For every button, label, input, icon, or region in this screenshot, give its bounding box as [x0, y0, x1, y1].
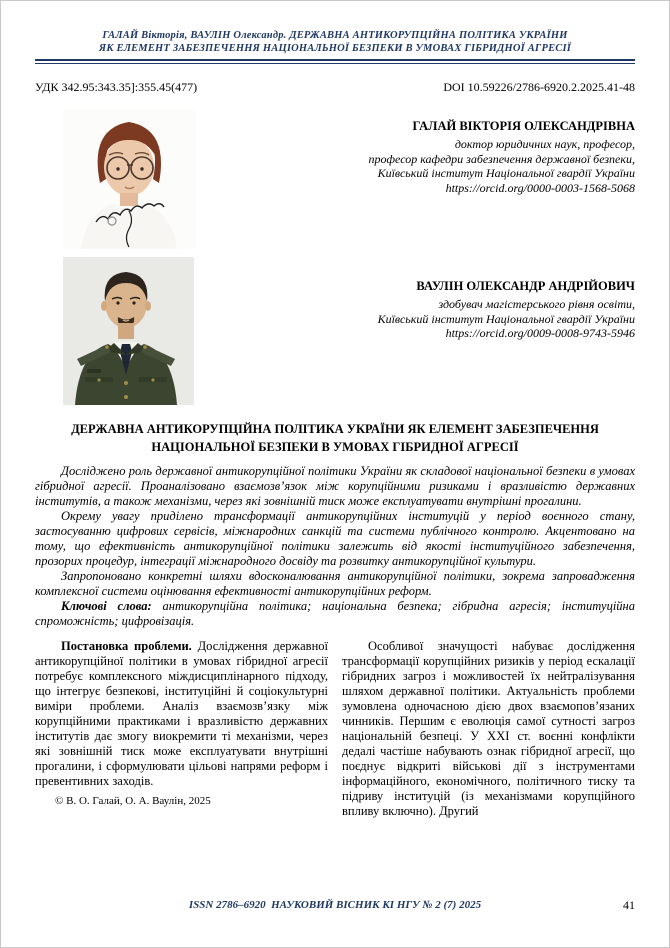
meta-row [35, 80, 635, 95]
author-2-photo [63, 257, 194, 405]
running-head-line-2: ЯК ЕЛЕМЕНТ ЗАБЕЗПЕЧЕННЯ НАЦІОНАЛЬНОЇ БЕЗПЕКИ В УМОВАХ ГІБРИДНОЇ АГРЕСІЇ [98, 43, 572, 54]
udc-code: УДК 342.95:343.35]:355.45(477) [35, 80, 198, 94]
running-head [35, 29, 635, 55]
author-block-1 [35, 109, 635, 249]
author-2-orcid-link[interactable]: https://orcid.org/0009-0008-9743-5946 [445, 326, 635, 340]
page-footer [35, 898, 635, 913]
author-1-degree: доктор юридичних наук, професор, [454, 137, 635, 151]
author-2-degree: здобувач магістерського рівня освіти, [438, 297, 635, 311]
abstract-paragraph-3: Запропоновано конкретні шляхи вдосконалювання антикорупційної політики, зокрема запровадження комплексної системи оцінювання ефективності антикорупційних реформ. [35, 569, 635, 598]
left-column [35, 639, 328, 819]
author-1-info [196, 109, 635, 195]
portrait-woman-image [63, 109, 196, 249]
right-column [342, 639, 635, 819]
header-double-rule [35, 59, 635, 64]
author-1-affiliation: Київський інститут Національної гвардії України [377, 166, 635, 180]
left-column-paragraph [35, 639, 328, 789]
author-1-name: ГАЛАЙ ВІКТОРІЯ ОЛЕКСАНДРІВНА [412, 119, 635, 133]
abstract [35, 464, 635, 629]
article-title-line-1: ДЕРЖАВНА АНТИКОРУПЦІЙНА ПОЛІТИКА УКРАЇНИ ЯК ЕЛЕМЕНТ ЗАБЕЗПЕЧЕННЯ [71, 422, 599, 436]
author-1-position: професор кафедри забезпечення державної безпеки, [368, 151, 635, 166]
page-number: 41 [623, 898, 635, 912]
abstract-paragraph-1: Досліджено роль державної антикорупційної політики України як складової національної безпеки в умовах гібридної агресії. Проаналізовано взаємозв’язок між корупційними ризиками і вразливістю державних інститутів, а також механізми, через які зовнішній тиск може експлуатувати внутрішні прогалини. [35, 464, 635, 508]
article-title-line-2: НАЦІОНАЛЬНОЇ БЕЗПЕКИ В УМОВАХ ГІБРИДНОЇ АГРЕСІЇ [151, 440, 519, 454]
author-2-info [194, 257, 635, 341]
right-column-paragraph: Особливої значущості набуває дослідження трансформації корупційних ризиків у період ескалації гібридних загроз і можливостей їх нейтралізування шляхом державної політики. Актуальність проблеми зумовлена одночасною дією двох взаємопов’язаних чинників. Першим є еволюція самої сутності загроз національній безпеці. У XXI ст. воєнні конфлікти дедалі частіше набувають ознак гібридної агресії, що поєднує відкриті військові дії з інструментами інформаційного, економічного, політичного тиску та підриву інституцій (із механізмами корупційного впливу включно). Другий [342, 639, 635, 818]
doi-code: DOI 10.59226/2786-6920.2.2025.41-48 [443, 80, 635, 94]
keywords-label: Ключові слова: [61, 599, 152, 613]
author-2-name: ВАУЛІН ОЛЕКСАНДР АНДРІЙОВИЧ [416, 279, 635, 293]
keywords-text: антикорупційна політика; національна безпека; гібридна агресія; інституційна спроможність; цифровізація. [35, 599, 635, 628]
footer-issn-line: ISSN 2786–6920 НАУКОВИЙ ВІСНИК КІ НГУ № 2 (7) 2025 [188, 899, 482, 911]
author-block-2 [35, 257, 635, 405]
keywords-line [35, 599, 635, 629]
abstract-paragraph-2: Окрему увагу приділено трансформації антикорупційних інституцій у період воєнного стану, застосуванню цифрових сервісів, міжнародних санкцій та системи публічного контролю. Акцентовано на тому, що ефективність антикорупційної політики залежить від якості інституційного забезпечення, прозорих процедур, інтеграції міжнародного досвіду та розвитку антикорупційної культури. [35, 509, 635, 568]
author-1-orcid-link[interactable]: https://orcid.org/0000-0003-1568-5068 [445, 180, 635, 195]
left-column-text: Дослідження державної антикорупційної політики в умовах гібридної агресії потребує комплексного міждисциплінарного підходу, що інтегрує безпекові, інституційні й соціокультурні виміри проблеми. Аналіз взаємозв’язку між корупційними практиками і вразливістю державних інститутів дає змогу виокремити ті механізми, через які зовнішній тиск може експлуатувати внутрішні прогалини, і сформулювати цільові напрями реформ і превентивних заходів. [35, 639, 329, 788]
author-2-affiliation: Київський інститут Національної гвардії України [377, 311, 635, 326]
portrait-man-image [63, 257, 194, 405]
body-columns [35, 639, 635, 819]
article-title [35, 420, 635, 456]
section-heading: Постановка проблеми. [61, 639, 192, 653]
author-1-photo [63, 109, 196, 249]
running-head-line-1: ГАЛАЙ Вікторія, ВАУЛІН Олександр. ДЕРЖАВНА АНТИКОРУПЦІЙНА ПОЛІТИКА УКРАЇНИ [102, 30, 568, 41]
copyright-line: © В. О. Галай, О. А. Ваулін, 2025 [55, 795, 211, 807]
